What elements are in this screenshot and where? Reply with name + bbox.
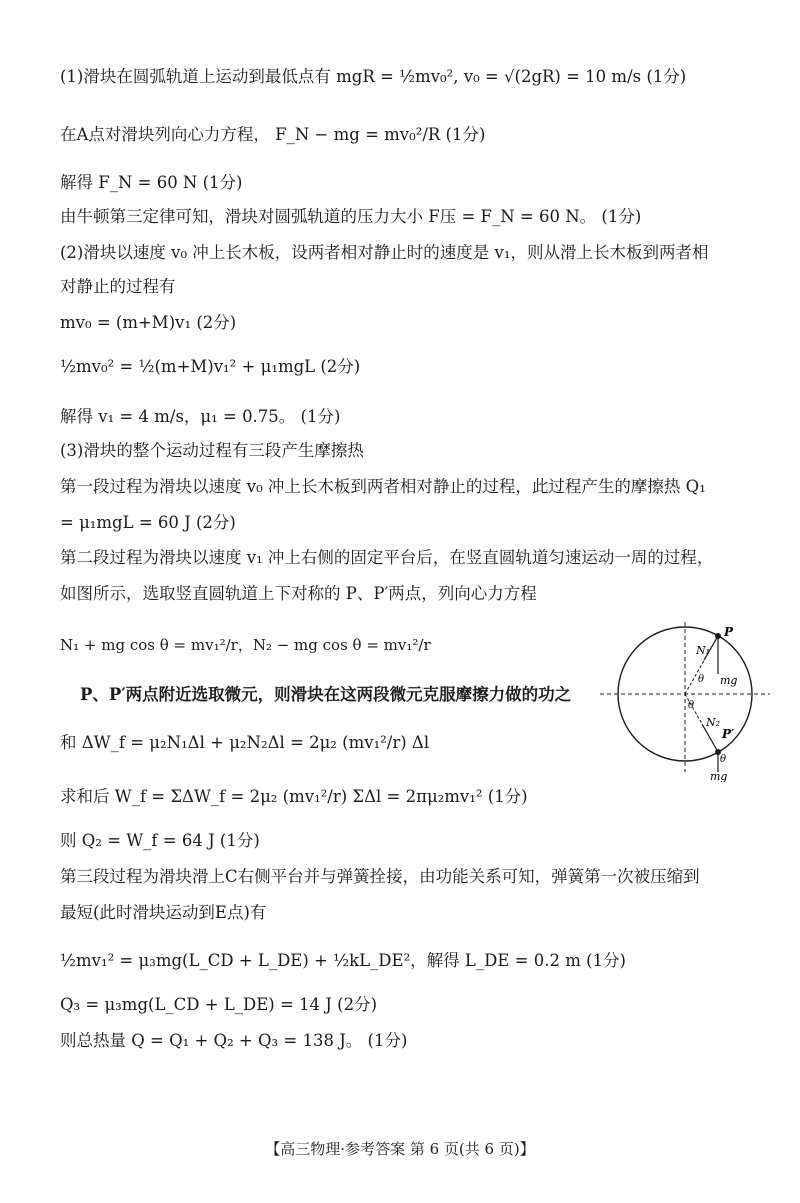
label-theta-mid: θ	[688, 700, 695, 711]
line-5: (2)滑块以速度 v₀ 冲上长木板，设两者相对静止时的速度是 v₁，则从滑上长木板到两者相	[60, 243, 709, 262]
label-p-prime: P′	[722, 727, 735, 741]
line-10: (3)滑块的整个运动过程有三段产生摩擦热	[60, 441, 364, 460]
label-theta-top: θ	[698, 674, 705, 685]
line-19: 则 Q₂ = W_f = 64 J (1分)	[60, 831, 260, 850]
line-1: (1)滑块在圆弧轨道上运动到最低点有 mgR = ½mv₀², v₀ = √(2gR) = 10 m/s (1分)	[60, 67, 687, 86]
line-4: 由牛顿第三定律可知，滑块对圆弧轨道的压力大小 F压 = F_N = 60 N。 (1分)	[60, 207, 642, 226]
line-22: ½mv₁² = μ₃mg(L_CD + L_DE) + ½kL_DE²，解得 L_DE = 0.2 m (1分)	[60, 951, 626, 970]
label-mg-top: mg	[720, 674, 738, 687]
line-14: 如图所示，选取竖直圆轨道上下对称的 P、P′两点，列向心力方程	[60, 584, 537, 603]
label-theta-bottom: θ	[720, 754, 727, 765]
line-6: 对静止的过程有	[60, 277, 176, 296]
line-11: 第一段过程为滑块以速度 v₀ 冲上长木板到两者相对静止的过程，此过程产生的摩擦热 Q₁	[60, 477, 706, 496]
line-12: = μ₁mgL = 60 J (2分)	[60, 513, 236, 532]
label-p: P	[724, 625, 734, 639]
line-20: 第三段过程为滑块滑上C右侧平台并与弹簧拴接，由功能关系可知，弹簧第一次被压缩到	[60, 867, 700, 886]
line-18: 求和后 W_f = ΣΔW_f = 2μ₂ (mv₁²/r) ΣΔl = 2πμ₂mv₁² (1分)	[60, 787, 528, 806]
line-3: 解得 F_N = 60 N (1分)	[60, 173, 243, 192]
line-23: Q₃ = μ₃mg(L_CD + L_DE) = 14 J (2分)	[60, 995, 378, 1014]
line-24: 则总热量 Q = Q₁ + Q₂ + Q₃ = 138 J。 (1分)	[60, 1031, 408, 1050]
page-footer: 【高三物理·参考答案 第 6 页(共 6 页)】	[265, 1140, 535, 1158]
line-9: 解得 v₁ = 4 m/s，μ₁ = 0.75。 (1分)	[60, 407, 341, 426]
line-21: 最短(此时滑块运动到E点)有	[60, 903, 267, 922]
line-15: N₁ + mg cos θ = mv₁²/r，N₂ − mg cos θ = mv₁²/r	[60, 636, 431, 654]
line-13: 第二段过程为滑块以速度 v₁ 冲上右侧的固定平台后，在竖直圆轨道匀速运动一周的过程，	[60, 548, 714, 567]
label-n1: N₁	[696, 644, 711, 657]
line-8: ½mv₀² = ½(m+M)v₁² + μ₁mgL (2分)	[60, 357, 361, 376]
label-n2: N₂	[706, 716, 721, 729]
vertical-circle-diagram	[600, 622, 770, 782]
line-16: P、P′两点附近选取微元，则滑块在这两段微元克服摩擦力做的功之	[80, 685, 572, 704]
label-mg-bottom: mg	[710, 770, 728, 782]
line-17: 和 ΔW_f = μ₂N₁Δl + μ₂N₂Δl = 2μ₂ (mv₁²/r) Δl	[60, 733, 430, 752]
line-7: mv₀ = (m+M)v₁ (2分)	[60, 313, 237, 332]
line-2: 在A点对滑块列向心力方程， F_N − mg = mv₀²/R (1分)	[60, 125, 486, 144]
